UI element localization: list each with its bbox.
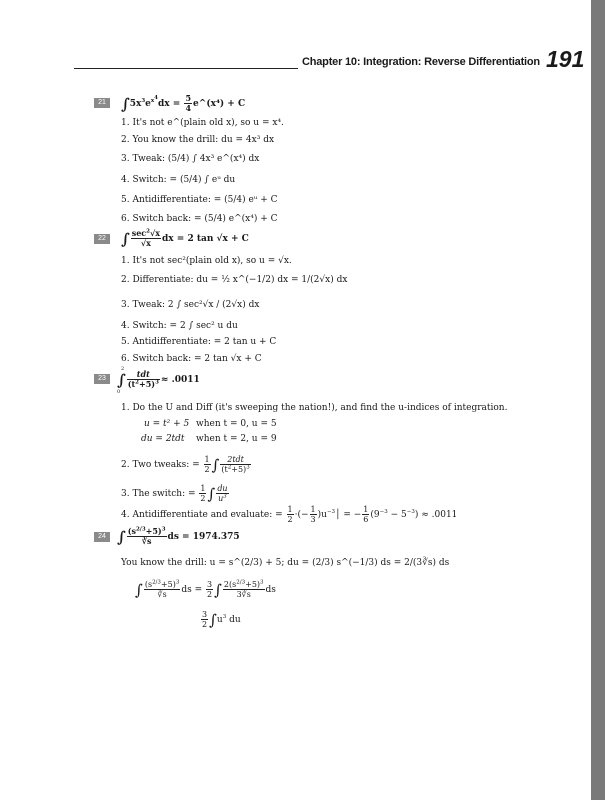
- substitution-lower-limit: when t = 0, u = 5: [196, 419, 277, 429]
- problem-22-step-3: 3. Tweak: 2 ∫ sec²√x / (2√x) dx: [121, 300, 260, 310]
- problem-24-result: ds = 1974.375: [167, 532, 240, 542]
- substitution-upper-limit: when t = 2, u = 9: [196, 434, 277, 444]
- step-3-label: 3. The switch:: [121, 489, 186, 499]
- chapter-title: Chapter 10: Integration: Reverse Differentiation: [302, 56, 540, 68]
- problem-23-statement: ∫ $\frac{\text{tdt}}{(t^2+5)^3}$ ≈ .0011: [117, 369, 200, 389]
- header-rule: [74, 68, 298, 69]
- step-4-result: ≈ .0011: [421, 510, 458, 520]
- problem-22-step-6: 6. Switch back: = 2 tan √x + C: [121, 354, 262, 364]
- problem-23-step-4: 4. Antidifferentiate and evaluate: = $\frac{1}{2}$ ·(− $\frac{1}{3}$ )$u^{-3}│$ = − $\frac{1}{6}$ $(9^{-3} - 5^{-3}) \approx .0011$: [121, 505, 458, 524]
- problem-23-step-2: 2. Two tweaks: = $\frac{1}{2}$ ∫ $\frac{\text{2tdt}}{(t^2+5)^3}$: [121, 455, 250, 474]
- problem-22-step-5: 5. Antidifferentiate: = 2 tan u + C: [121, 337, 277, 347]
- problem-number-badge: 24: [94, 532, 110, 542]
- problem-22-statement: ∫ $\frac{\sec^2√x}{√x}$ dx = 2 tan √x + C: [121, 228, 249, 248]
- problem-21-step-1: 1. It's not e^(plain old x), so u = x⁴.: [121, 118, 284, 128]
- page-number: 191: [546, 46, 585, 72]
- problem-21-step-5: 5. Antidifferentiate: = (5/4) eᵘ + C: [121, 195, 278, 205]
- limit-lower: 0: [117, 389, 121, 395]
- problem-22-step-1: 1. It's not sec²(plain old x), so u = √x.: [121, 256, 292, 266]
- problem-number-badge: 21: [94, 98, 110, 108]
- problem-21-step-2: 2. You know the drill: du = 4x³ dx: [121, 135, 275, 145]
- page-edge-tab: [591, 0, 605, 800]
- problem-22-result: 2 tan √x + C: [187, 234, 249, 244]
- problem-21-step-3: 3. Tweak: (5/4) ∫ 4x³ e^(x⁴) dx: [121, 154, 260, 164]
- limit-upper: 2: [121, 366, 125, 372]
- problem-24-statement: ∫ $\frac{(s^{2/3}+5)^3}{∛s}$ ds = 1974.375: [117, 526, 240, 546]
- substitution-u: u = t² + 5: [144, 419, 190, 429]
- problem-21-statement: $\int 5x^3e^{x^4}dx$ = $\frac{5}{4}$ e^(x⁴) + C: [121, 93, 246, 113]
- problem-21-step-6: 6. Switch back: = (5/4) e^(x⁴) + C: [121, 214, 278, 224]
- substitution-du: du = 2tdt: [141, 434, 185, 444]
- problem-24-step-1: You know the drill: u = s^(2/3) + 5; du = (2/3) s^(−1/3) ds = 2/(3∛s) ds: [121, 558, 450, 568]
- problem-number-badge: 22: [94, 234, 110, 244]
- problem-21-result: e^(x⁴) + C: [193, 99, 246, 109]
- problem-number-badge: 23: [94, 374, 110, 384]
- problem-22-step-4: 4. Switch: = 2 ∫ sec² u du: [121, 321, 238, 331]
- problem-24-work-line-2: $\frac{3}{2}$ $\int u^3$ du: [202, 610, 241, 629]
- problem-21-step-4: 4. Switch: = (5/4) ∫ eᵘ du: [121, 175, 236, 185]
- problem-23-step-3: 3. The switch: = $\frac{1}{2}$ ∫ $\frac{du}{u^3}$: [121, 484, 228, 503]
- problem-22-step-2: 2. Differentiate: du = ½ x^(−1/2) dx = 1/(2√x) dx: [121, 275, 348, 285]
- problem-23-result: ≈ .0011: [160, 375, 200, 385]
- step-4-label: 4. Antidifferentiate and evaluate:: [121, 510, 273, 520]
- step-2-label: 2. Two tweaks:: [121, 460, 190, 470]
- problem-23-step-1: 1. Do the U and Diff (it's sweeping the nation!), and find the u-indices of integration.: [121, 403, 508, 413]
- problem-24-work-line-1: ∫ $\frac{(s^{2/3}+5)^3}{∛s}$ ds = $\frac{3}{2}$ ∫ $\frac{2(s^{2/3}+5)^3}{3∛s}$ ds: [135, 579, 276, 599]
